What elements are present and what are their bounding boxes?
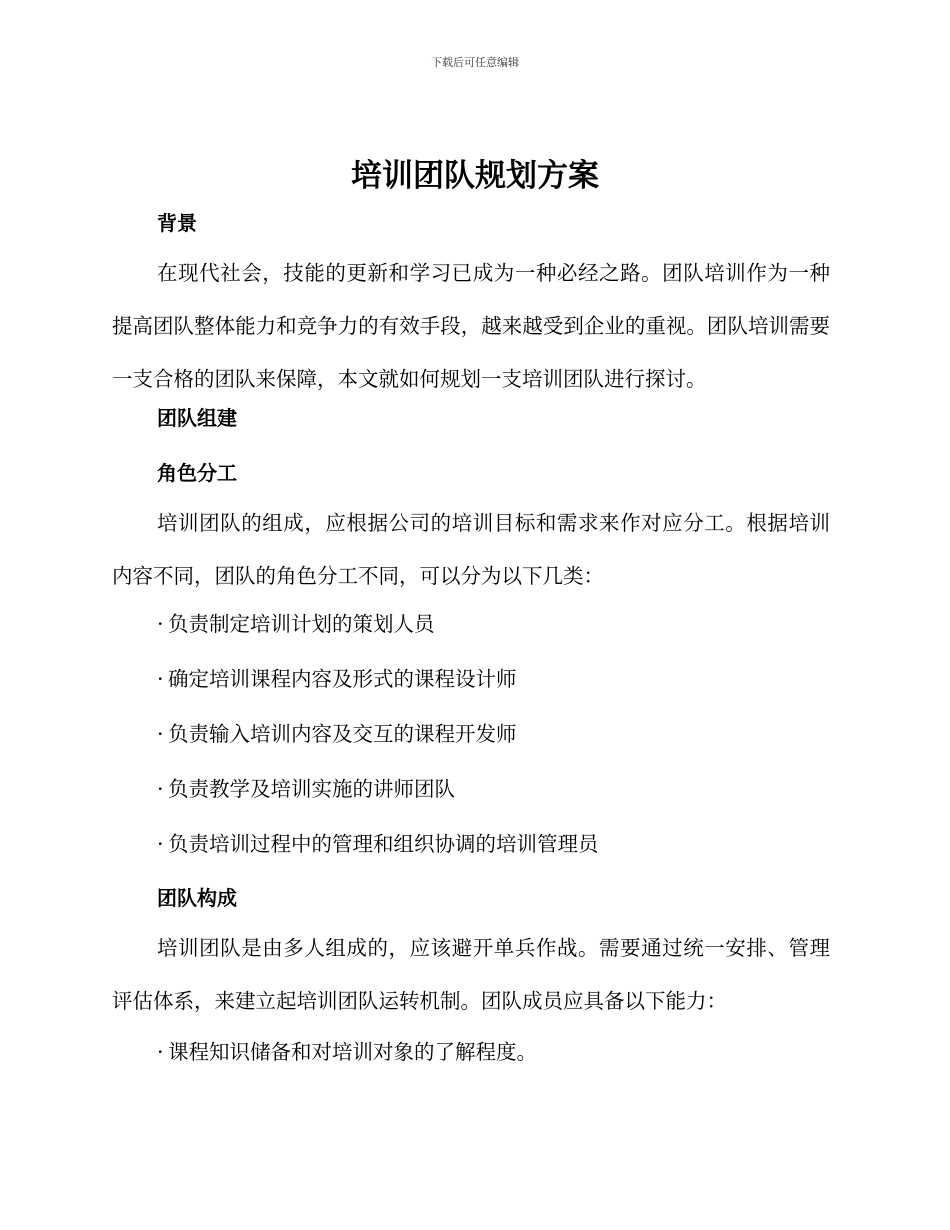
bullet-dot: · xyxy=(157,667,164,691)
paragraph-roles: 培训团队的组成，应根据公司的培训目标和需求来作对应分工。根据培训内容不同，团队的角色分工不同，可以分为以下几类： xyxy=(112,511,830,588)
list-item xyxy=(157,717,517,747)
list-item-text: 负责教学及培训实施的讲师团队 xyxy=(168,777,455,801)
list-item xyxy=(157,827,599,857)
bullet-dot: · xyxy=(157,722,164,746)
list-item xyxy=(157,1035,537,1065)
list-item xyxy=(157,662,517,692)
heading-team-building: 团队组建 xyxy=(157,406,237,430)
bullet-dot: · xyxy=(157,1040,164,1064)
heading-composition: 团队构成 xyxy=(157,886,237,910)
header-note: 下载后可任意编辑 xyxy=(431,56,519,69)
paragraph-background: 在现代社会，技能的更新和学习已成为一种必经之路。团队培训作为一种提高团队整体能力和竞争力的有效手段，越来越受到企业的重视。团队培训需要一支合格的团队来保障，本文就如何规划一支培训团队进行探讨。 xyxy=(112,261,830,391)
list-item-text: 负责输入培训内容及交互的课程开发师 xyxy=(168,722,517,746)
list-item xyxy=(157,772,455,802)
document-title: 培训团队规划方案 xyxy=(351,158,599,194)
bullet-dot: · xyxy=(157,612,164,636)
list-item-text: 负责制定培训计划的策划人员 xyxy=(168,612,435,636)
heading-background: 背景 xyxy=(157,211,197,235)
paragraph-composition: 培训团队是由多人组成的，应该避开单兵作战。需要通过统一安排、管理评估体系，来建立起培训团队运转机制。团队成员应具备以下能力： xyxy=(112,936,830,1013)
bullet-dot: · xyxy=(157,832,164,856)
list-item-text: 确定培训课程内容及形式的课程设计师 xyxy=(168,667,517,691)
list-item-text: 课程知识储备和对培训对象的了解程度。 xyxy=(168,1040,537,1064)
bullet-dot: · xyxy=(157,777,164,801)
list-item xyxy=(157,607,435,637)
heading-roles: 角色分工 xyxy=(157,461,237,485)
list-item-text: 负责培训过程中的管理和组织协调的培训管理员 xyxy=(168,832,599,856)
